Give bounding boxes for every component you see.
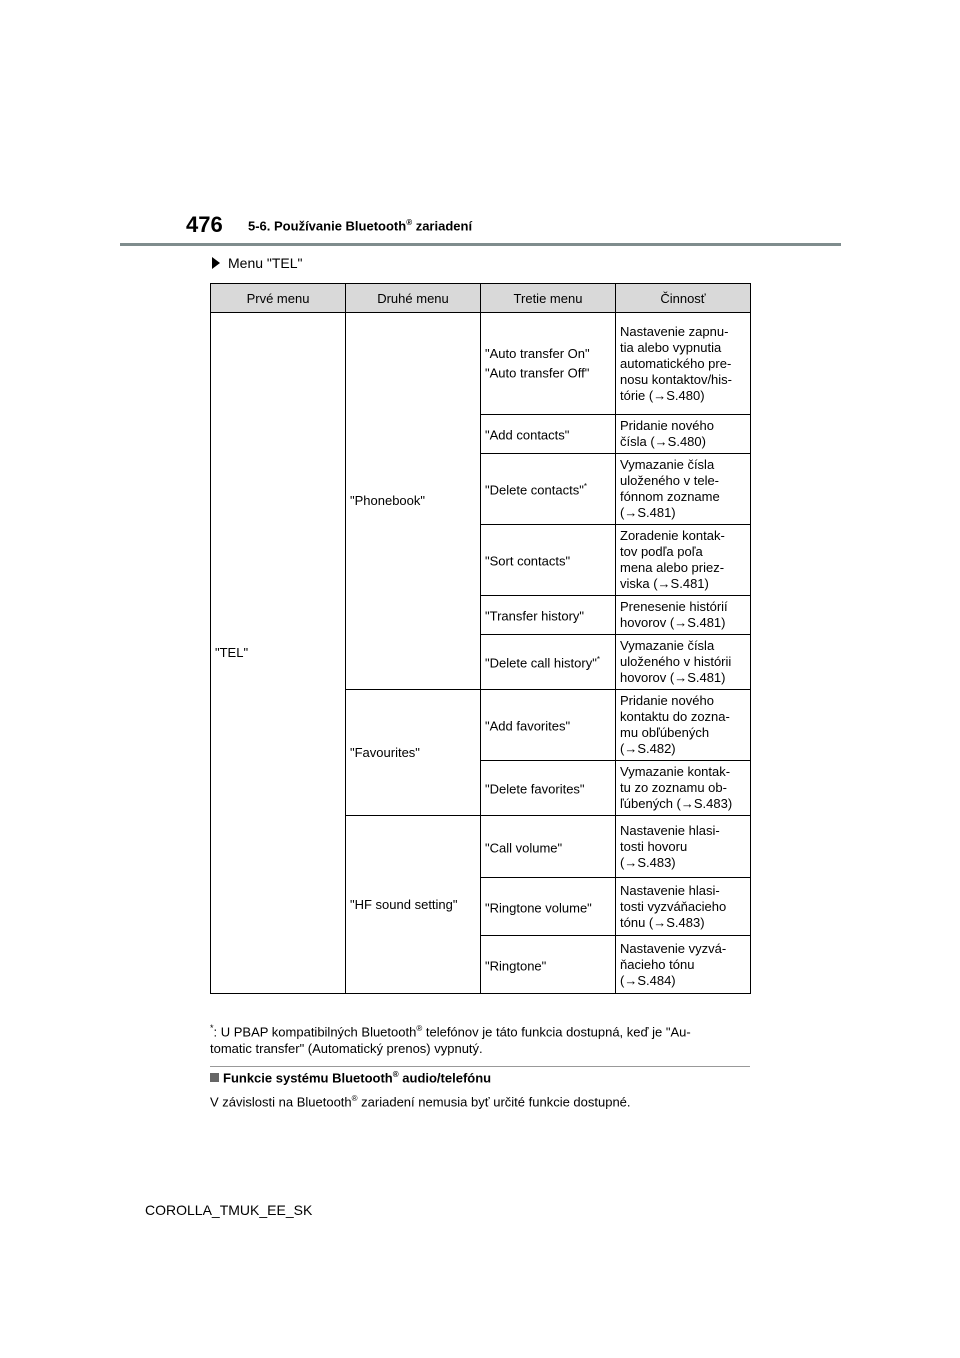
section-divider bbox=[210, 1066, 750, 1067]
first-menu-cell: "TEL" bbox=[211, 313, 346, 994]
footnote-marker: * bbox=[596, 655, 600, 665]
second-menu-cell: "HF sound setting" bbox=[346, 816, 481, 994]
third-menu-label: "Ringtone volume" bbox=[485, 900, 592, 916]
page-number: 476 bbox=[186, 212, 223, 237]
square-bullet-icon bbox=[210, 1073, 219, 1082]
section-title: 5-6. Používanie Bluetooth® zariadení bbox=[248, 218, 473, 234]
footnote: *: U PBAP kompatibilných Bluetooth® telefónov je táto funkcia dostupná, keď je "Au- tomatic transfer" (Automatický prenos) vypnutý. bbox=[210, 1023, 691, 1057]
third-menu-cell bbox=[481, 454, 616, 525]
third-menu-cell bbox=[481, 313, 616, 415]
action-cell: Pridanie nového čísla (→S.480) bbox=[616, 415, 751, 454]
action-cell: Nastavenie vyzvá- ňacieho tónu (→S.484) bbox=[616, 936, 751, 994]
action-cell: Vymazanie kontak- tu zo zoznamu ob- ľúbených (→S.483) bbox=[616, 761, 751, 816]
third-menu-label: "Sort contacts" bbox=[485, 553, 571, 569]
triangle-bullet-icon bbox=[212, 257, 220, 269]
action-cell: Vymazanie čísla uloženého v histórii hovorov (→S.481) bbox=[616, 635, 751, 690]
third-menu-label: "Add contacts" bbox=[485, 427, 570, 443]
third-menu-label: "Add favorites" bbox=[485, 718, 571, 734]
third-menu-cell bbox=[481, 936, 616, 994]
third-menu-cell bbox=[481, 761, 616, 816]
third-menu-cell bbox=[481, 690, 616, 761]
footnote-marker: * bbox=[583, 482, 587, 492]
second-menu-cell: "Favourites" bbox=[346, 690, 481, 816]
action-cell: Zoradenie kontak- tov podľa poľa mena alebo priez- viska (→S.481) bbox=[616, 525, 751, 596]
action-cell: Nastavenie zapnu- tia alebo vypnutia automatického pre- nosu kontaktov/his- tórie (→S.480) bbox=[616, 313, 751, 415]
footer-code: COROLLA_TMUK_EE_SK bbox=[145, 1202, 313, 1218]
third-menu-cell bbox=[481, 816, 616, 878]
action-cell: Nastavenie hlasi- tosti hovoru (→S.483) bbox=[616, 816, 751, 878]
header-action: Činnosť bbox=[616, 284, 751, 313]
third-menu-cell bbox=[481, 878, 616, 936]
menu-table bbox=[210, 283, 751, 994]
third-menu-cell bbox=[481, 525, 616, 596]
table-row bbox=[211, 313, 751, 415]
header-divider bbox=[120, 243, 841, 246]
third-menu-label: "Auto transfer On" "Auto transfer Off" bbox=[485, 345, 590, 381]
section-heading: Funkcie systému Bluetooth® audio/telefónu bbox=[210, 1070, 491, 1085]
action-cell: Prenesenie histórií hovorov (→S.481) bbox=[616, 596, 751, 635]
header-first-menu: Prvé menu bbox=[211, 284, 346, 313]
second-menu-cell: "Phonebook" bbox=[346, 313, 481, 690]
third-menu-label: "Delete contacts" bbox=[485, 482, 584, 498]
third-menu-cell bbox=[481, 415, 616, 454]
header-third-menu: Tretie menu bbox=[481, 284, 616, 313]
third-menu-label: "Delete favorites" bbox=[485, 781, 585, 797]
third-menu-label: "Ringtone" bbox=[485, 958, 547, 974]
third-menu-cell bbox=[481, 635, 616, 690]
action-cell: Vymazanie čísla uloženého v tele- fónnom zozname (→S.481) bbox=[616, 454, 751, 525]
table-header-row bbox=[211, 284, 751, 313]
third-menu-label: "Call volume" bbox=[485, 840, 563, 856]
menu-subtitle: Menu "TEL" bbox=[212, 255, 303, 271]
action-cell: Nastavenie hlasi- tosti vyzváňacieho tónu (→S.483) bbox=[616, 878, 751, 936]
header-second-menu: Druhé menu bbox=[346, 284, 481, 313]
section-body: V závislosti na Bluetooth® zariadení nemusia byť určité funkcie dostupné. bbox=[210, 1094, 631, 1110]
third-menu-label: "Transfer history" bbox=[485, 608, 585, 624]
third-menu-cell bbox=[481, 596, 616, 635]
third-menu-label: "Delete call history" bbox=[485, 655, 597, 671]
action-cell: Pridanie nového kontaktu do zozna- mu obľúbených (→S.482) bbox=[616, 690, 751, 761]
